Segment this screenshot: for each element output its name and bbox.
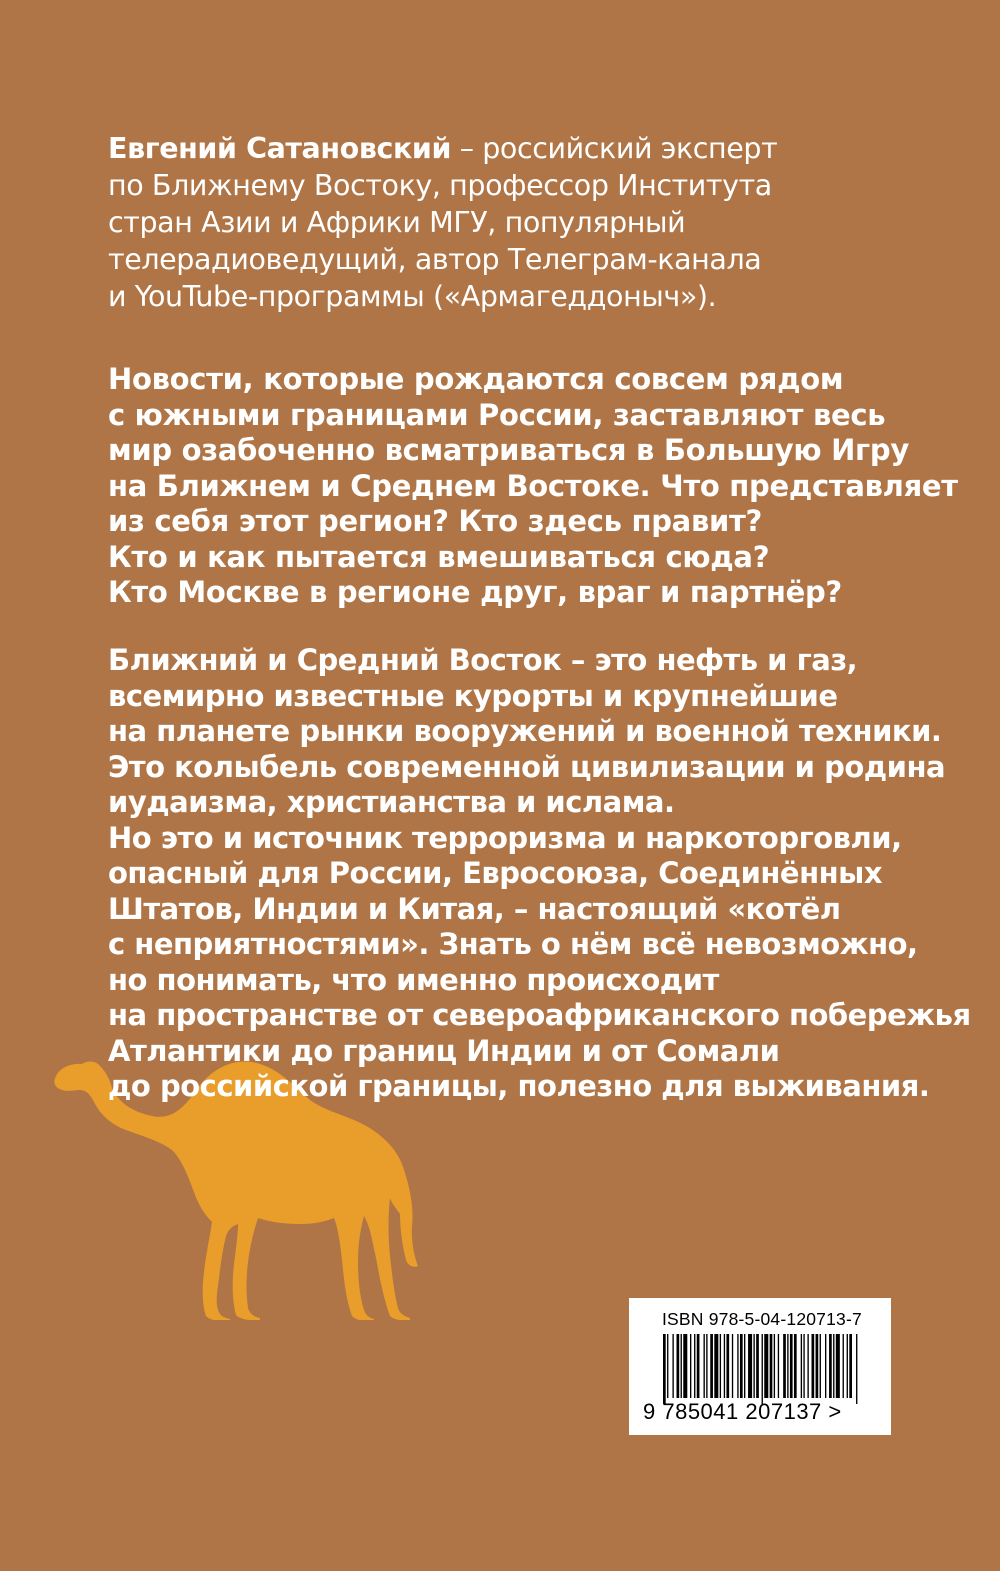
- author-bio-line: и YouTube-программы («Армагеддоныч»).: [108, 280, 717, 313]
- barcode-bar: [820, 1334, 821, 1398]
- barcode-bar: [748, 1334, 752, 1398]
- barcode-bar: [833, 1334, 834, 1398]
- barcode-bar: [778, 1334, 779, 1398]
- barcode-bar: [856, 1334, 857, 1404]
- author-bio-line: стран Азии и Африки МГУ, популярный: [108, 206, 686, 239]
- barcode-bar: [762, 1334, 763, 1404]
- region-line: Но это и источник терроризма и наркоторговли,: [108, 820, 902, 855]
- barcode-bar: [770, 1334, 773, 1398]
- region-paragraph: [108, 643, 971, 1105]
- barcode-bar: [732, 1334, 733, 1398]
- intro-line: Новости, которые рождаются совсем рядом: [108, 362, 844, 396]
- region-line: всемирно известные курорты и крупнейшие: [108, 678, 838, 713]
- barcode-bar: [672, 1334, 673, 1398]
- barcode-bar: [744, 1334, 745, 1398]
- isbn-label: ISBN 978-5-04-120713-7: [662, 1309, 862, 1329]
- barcode-bar: [825, 1334, 826, 1398]
- region-line: опасный для России, Евросоюза, Соединённых: [108, 856, 883, 890]
- barcode-bar: [663, 1334, 666, 1404]
- region-line: до российской границы, полезно для выживания.: [108, 1069, 930, 1103]
- barcode-bar: [726, 1334, 729, 1398]
- barcode-bar: [829, 1334, 832, 1398]
- intro-line: из себя этот регион? Кто здесь правит?: [108, 504, 763, 538]
- region-line: Штатов, Индии и Китая, – настоящий «котёл: [108, 891, 841, 926]
- intro-line: с южными границами России, заставляют весь: [108, 397, 886, 432]
- author-bio-line: по Ближнему Востоку, профессор Института: [108, 169, 772, 202]
- barcode-bar: [787, 1334, 788, 1398]
- region-line: но понимать, что именно происходит: [108, 962, 719, 997]
- intro-line: мир озабоченно всматриваться в Большую Игру: [108, 433, 909, 467]
- barcode-bar: [849, 1334, 852, 1398]
- barcode-bar: [836, 1334, 840, 1398]
- author-bio-line: [108, 130, 777, 167]
- barcode-bar: [801, 1334, 802, 1398]
- barcode-bar: [697, 1334, 700, 1398]
- barcode-bar: [756, 1334, 759, 1398]
- region-line: на планете рынки вооружений и военной техники.: [108, 714, 942, 748]
- region-line: Это колыбель современной цивилизации и родина: [108, 749, 946, 784]
- intro-paragraph: [108, 362, 958, 611]
- region-line: Ближний и Средний Восток – это нефть и газ,: [108, 643, 858, 677]
- barcode-bar: [790, 1334, 793, 1398]
- barcode-bar: [737, 1334, 738, 1398]
- region-line: с неприятностями». Знать о нём всё невозможно,: [108, 927, 918, 961]
- barcode-bar: [794, 1334, 797, 1398]
- barcode-bar: [720, 1334, 721, 1398]
- barcode-bar: [677, 1334, 680, 1398]
- barcode-bar: [714, 1334, 718, 1398]
- barcode-bar: [690, 1334, 691, 1398]
- barcode-bar: [847, 1334, 848, 1398]
- intro-line: Кто и как пытается вмешиваться сюда?: [108, 539, 770, 574]
- intro-line: Кто Москве в регионе друг, враг и партнёр?: [108, 575, 842, 609]
- barcode-bar: [667, 1334, 668, 1398]
- barcode-bar: [710, 1334, 713, 1398]
- region-line: на пространстве от североафриканского побережья: [108, 998, 971, 1032]
- barcode-bar: [704, 1334, 705, 1398]
- barcode-bar: [783, 1334, 786, 1398]
- barcode-bar: [740, 1334, 743, 1398]
- barcode-bar: [803, 1334, 804, 1398]
- barcode-bar: [816, 1334, 819, 1398]
- barcode-bar: [681, 1334, 682, 1398]
- barcode-bar: [774, 1334, 775, 1398]
- intro-line: на Ближнем и Среднем Востоке. Что представляет: [108, 468, 958, 503]
- author-bio-line: телерадиоведущий, автор Телеграм-канала: [108, 243, 762, 276]
- barcode-bar: [764, 1334, 768, 1398]
- region-line: Атлантики до границ Индии и от Сомали: [108, 1033, 780, 1068]
- barcode-digits: 9 785041 207137 >: [643, 1399, 842, 1424]
- barcode-bar: [807, 1334, 808, 1398]
- barcode-bar: [843, 1334, 844, 1398]
- author-bio-line-rest: – российский эксперт: [451, 132, 778, 165]
- barcode-bar: [724, 1334, 725, 1398]
- barcode-bar: [694, 1334, 695, 1398]
- author-name: Евгений Сатановский: [108, 132, 452, 165]
- barcode-bar: [812, 1334, 815, 1398]
- author-bio: [108, 130, 777, 315]
- barcode-bar: [683, 1334, 687, 1398]
- barcode-bar: [706, 1334, 707, 1398]
- barcode-bar: [753, 1334, 754, 1398]
- region-line: иудаизма, христианства и ислама.: [108, 785, 675, 819]
